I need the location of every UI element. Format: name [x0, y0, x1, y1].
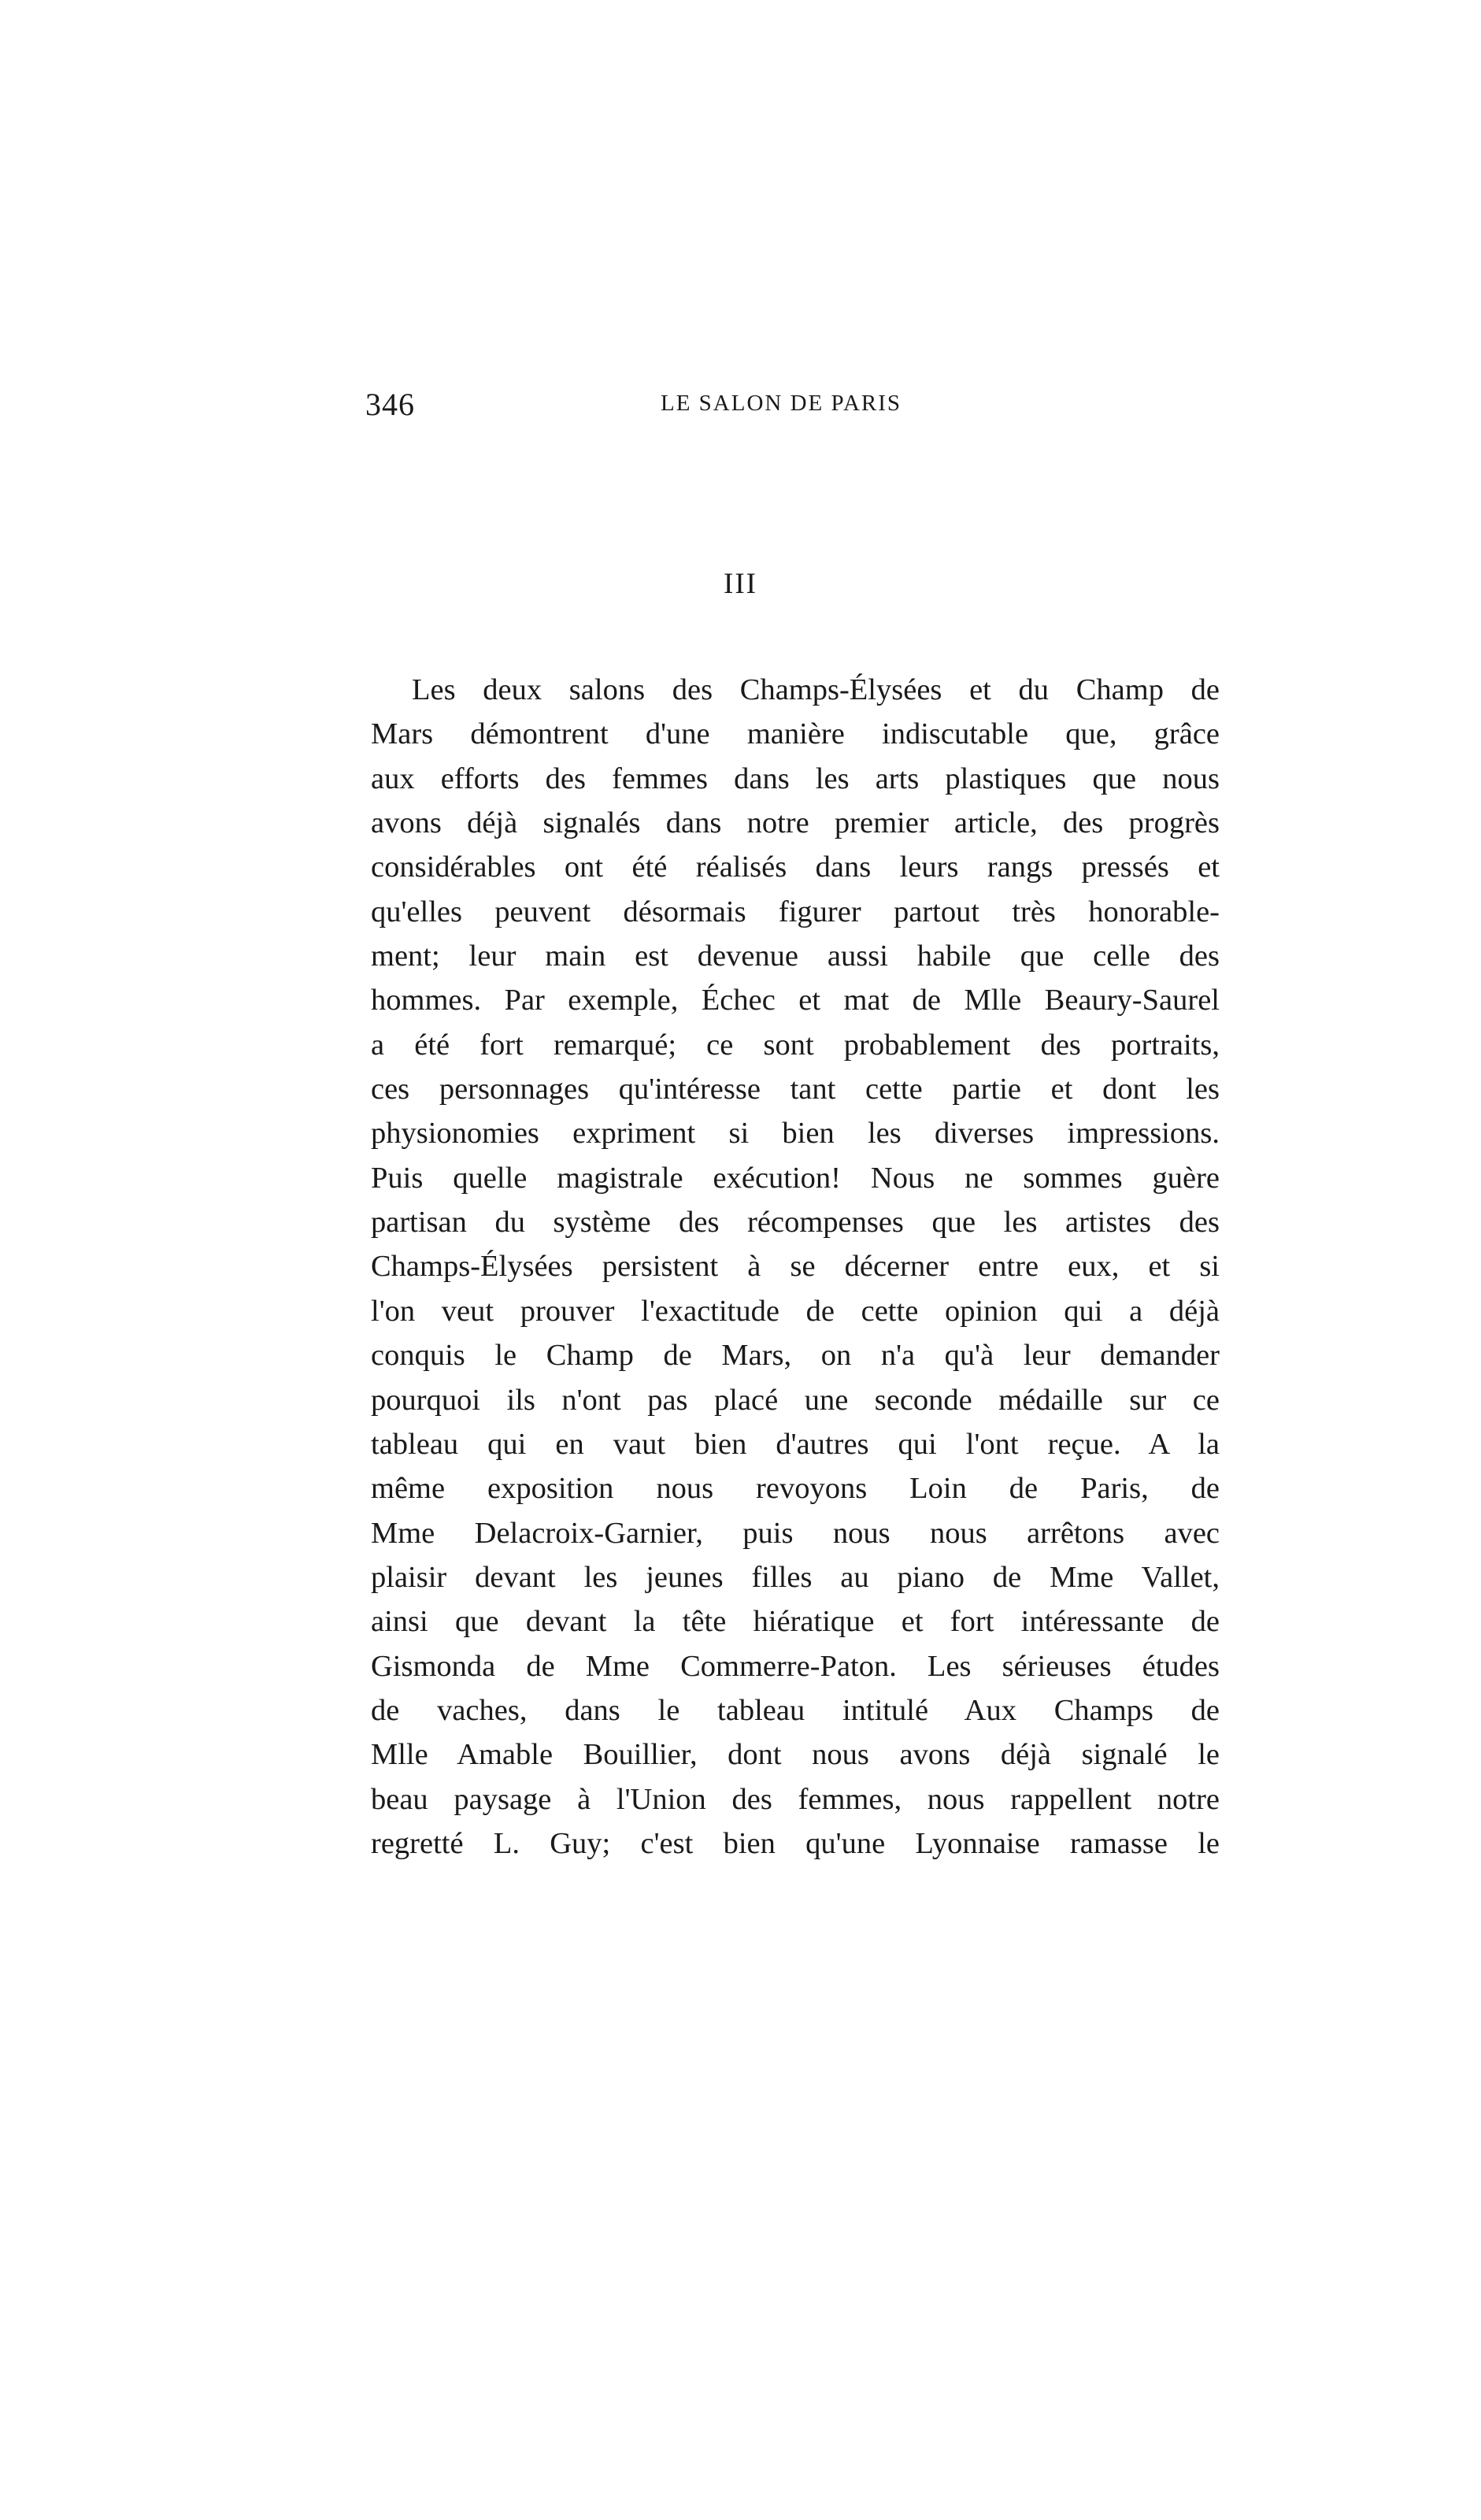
- text-line: Puis quelle magistrale exécution! Nous ne sommes guère: [371, 1161, 1220, 1195]
- text-line: Les deux salons des Champs-Élysées et du Champ de: [412, 673, 1220, 706]
- text-line: pourquoi ils n'ont pas placé une seconde médaille sur ce: [371, 1383, 1220, 1417]
- text-line: tableau qui en vaut bien d'autres qui l'ont reçue. A la: [371, 1427, 1220, 1461]
- text-line: hommes. Par exemple, Échec et mat de Mlle Beaury-Saurel: [371, 984, 1220, 1017]
- text-line: aux efforts des femmes dans les arts plastiques que nous: [371, 762, 1220, 795]
- running-head: [365, 386, 1220, 433]
- text-line: a été fort remarqué; ce sont probablement des portraits,: [371, 1028, 1220, 1062]
- text-line: l'on veut prouver l'exactitude de cette opinion qui a déjà: [371, 1294, 1220, 1328]
- text-line: qu'elles peuvent désormais figurer partout très honorable-: [371, 895, 1220, 928]
- text-line: avons déjà signalés dans notre premier article, des progrès: [371, 806, 1220, 840]
- text-line: Champs-Élysées persistent à se décerner entre eux, et si: [371, 1250, 1220, 1284]
- text-line: ainsi que devant la tête hiératique et fort intéressante de: [371, 1605, 1220, 1639]
- text-line: regretté L. Guy; c'est bien qu'une Lyonnaise ramasse le: [371, 1826, 1220, 1860]
- text-line: considérables ont été réalisés dans leurs rangs pressés et: [371, 850, 1220, 884]
- text-line: Mars démontrent d'une manière indiscutable que, grâce: [371, 717, 1220, 751]
- running-title: LE SALON DE PARIS: [661, 391, 902, 416]
- body-paragraph: [371, 668, 1220, 1866]
- text-line: Gismonda de Mme Commerre-Paton. Les sérieuses études: [371, 1649, 1220, 1683]
- text-line: ces personnages qu'intéresse tant cette partie et dont les: [371, 1073, 1220, 1106]
- text-line: Mme Delacroix-Garnier, puis nous nous arrêtons avec: [371, 1516, 1220, 1550]
- text-line: plaisir devant les jeunes filles au piano de Mme Vallet,: [371, 1560, 1220, 1594]
- text-line: même exposition nous revoyons Loin de Paris, de: [371, 1472, 1220, 1506]
- page-number: 346: [365, 387, 415, 422]
- text-line: physionomies expriment si bien les diverses impressions.: [371, 1117, 1220, 1151]
- text-line: ment; leur main est devenue aussi habile que celle des: [371, 939, 1220, 973]
- text-line: beau paysage à l'Union des femmes, nous rappellent notre: [371, 1782, 1220, 1816]
- text-line: conquis le Champ de Mars, on n'a qu'à leur demander: [371, 1339, 1220, 1373]
- text-line: de vaches, dans le tableau intitulé Aux Champs de: [371, 1693, 1220, 1727]
- text-line: partisan du système des récompenses que les artistes des: [371, 1206, 1220, 1240]
- section-heading: III: [724, 568, 757, 600]
- text-line: Mlle Amable Bouillier, dont nous avons déjà signalé le: [371, 1738, 1220, 1772]
